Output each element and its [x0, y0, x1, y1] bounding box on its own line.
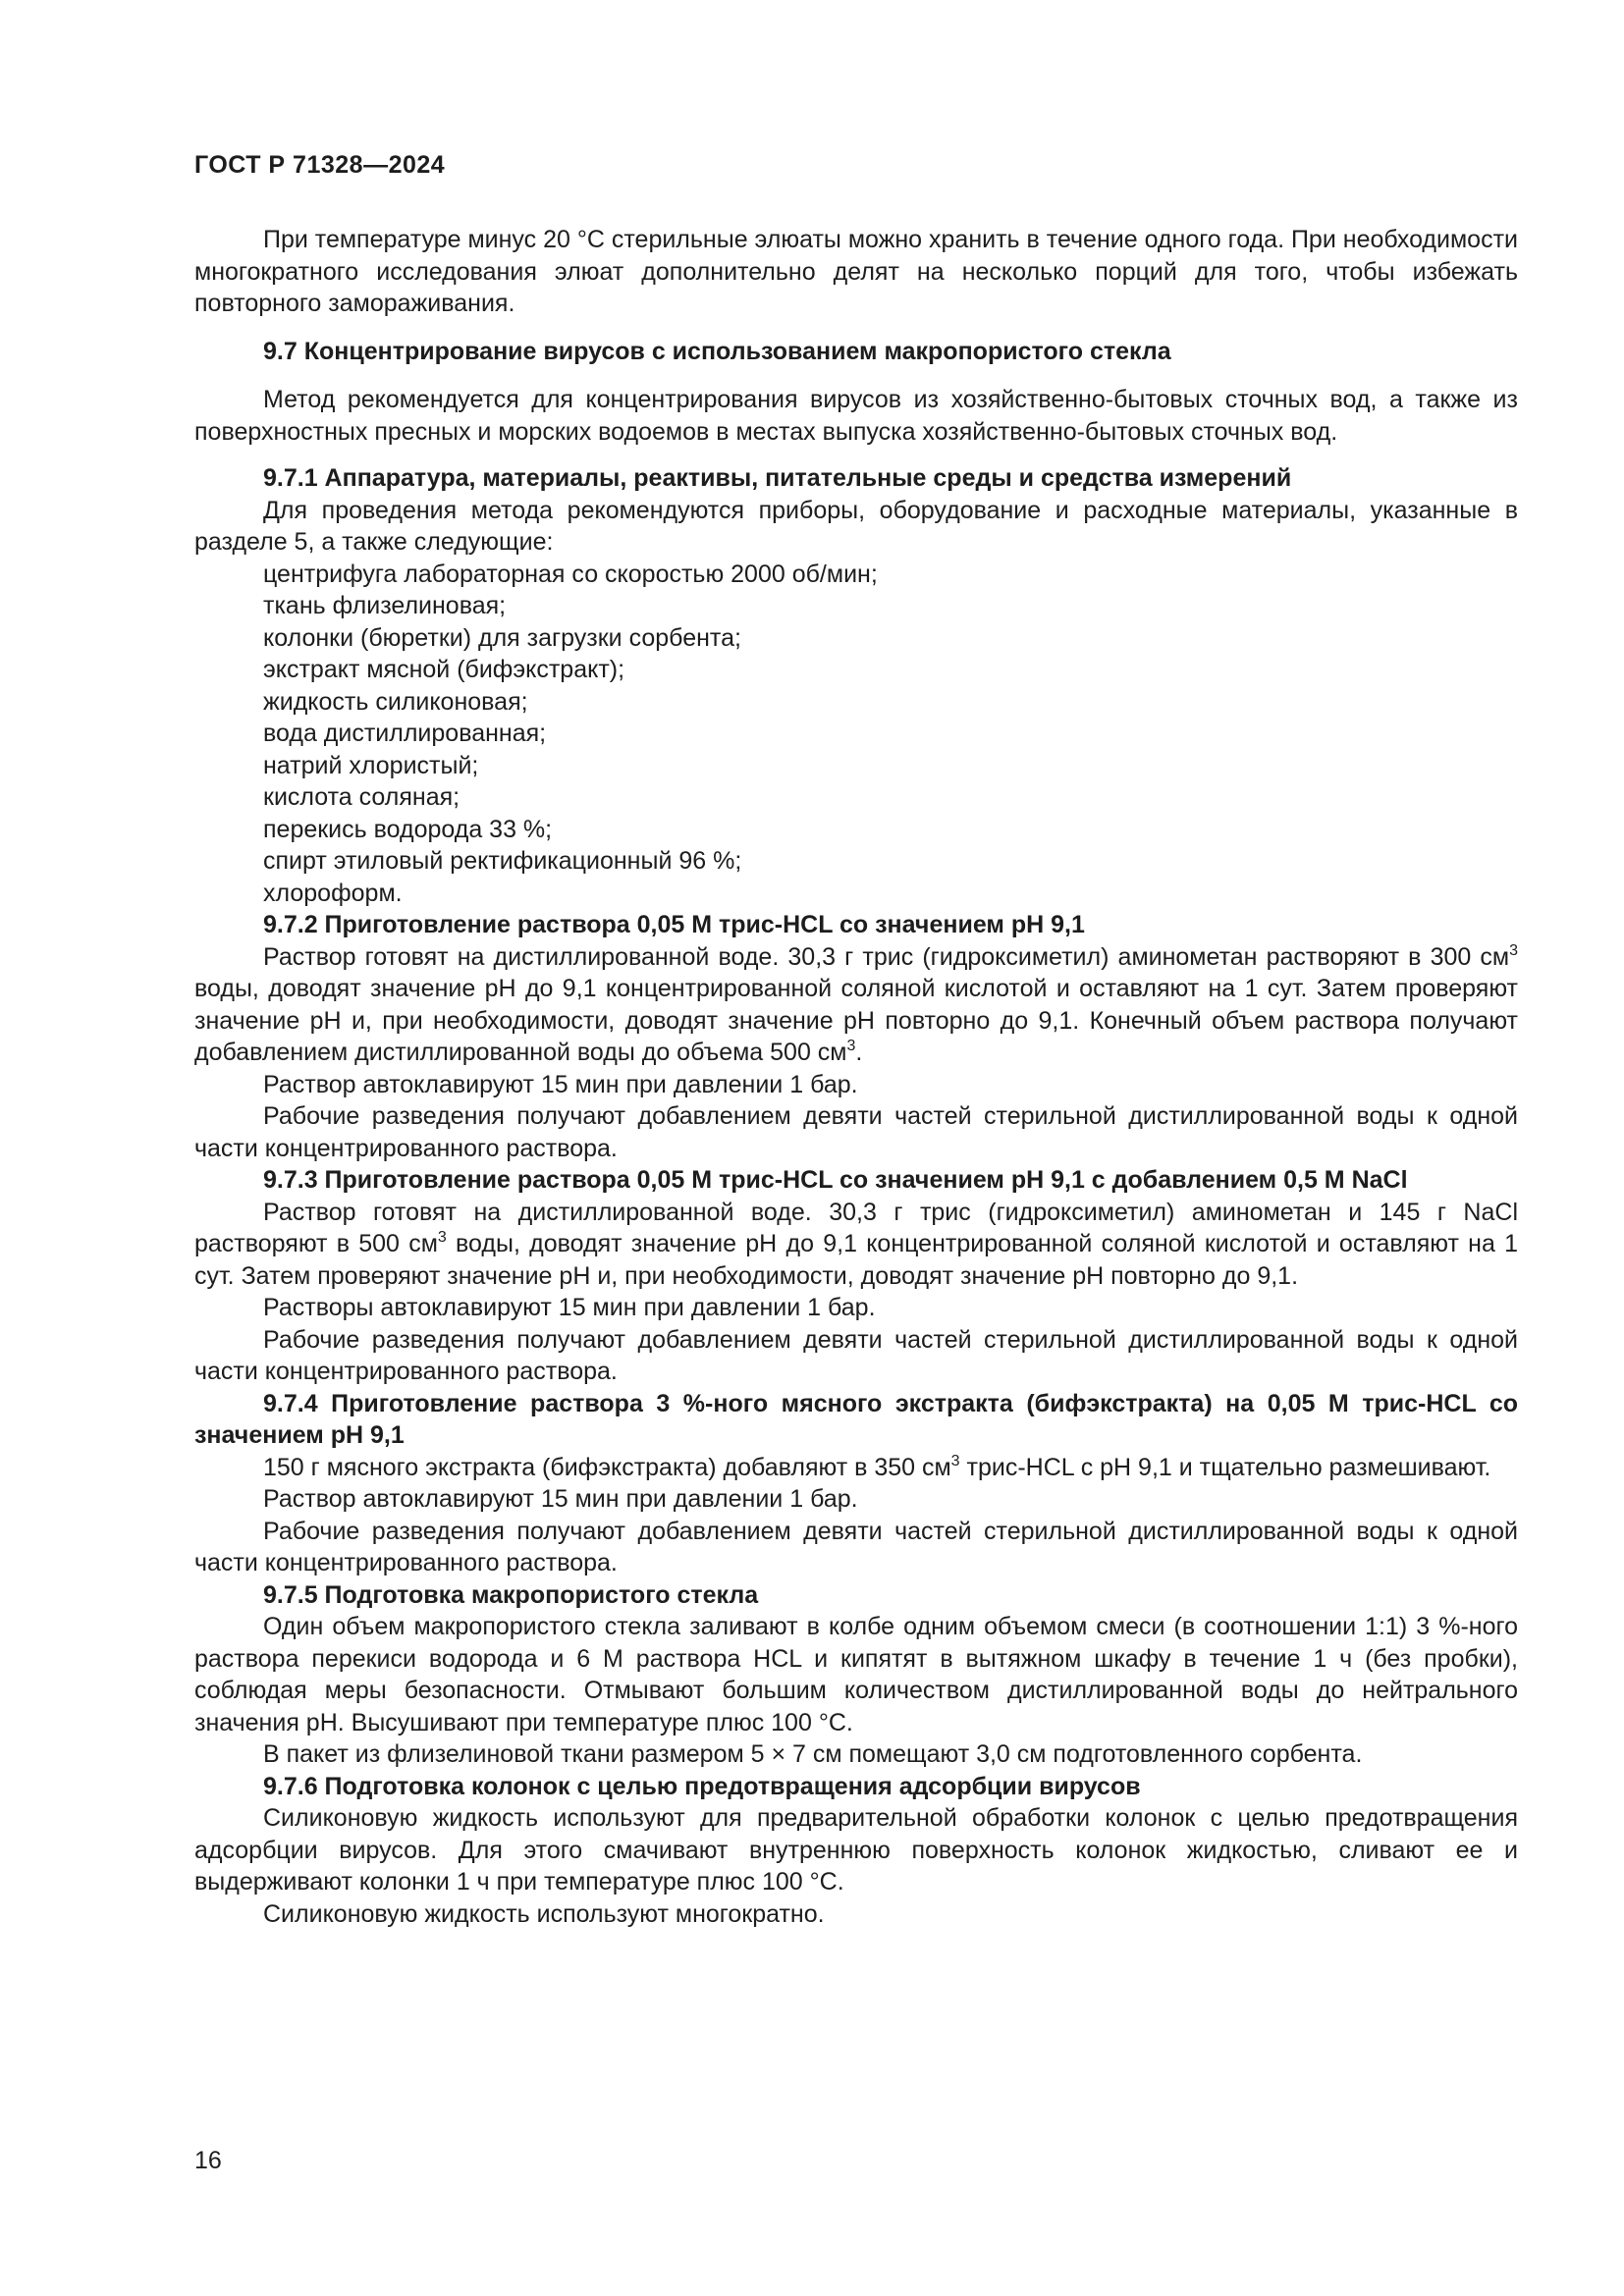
- section-heading-9-7-4: 9.7.4 Приготовление раствора 3 %-ного мясного экстракта (бифэкстракта) на 0,05 М трис-HCL со значением pH 9,1: [194, 1389, 1518, 1449]
- paragraph-9-7-2-3: Рабочие разведения получают добавлением девяти частей стерильной дистиллированной воды к одной части концентрированного раствора.: [194, 1102, 1518, 1162]
- paragraph-9-7-3-1: [194, 1197, 1518, 1293]
- text-fragment: Раствор готовят на дистиллированной воде. 30,3 г трис (гидроксиметил) аминометан растворяют в 300 см: [263, 942, 1510, 971]
- text-fragment: 150 г мясного экстракта (бифэкстракта) добавляют в 350 см: [263, 1453, 951, 1481]
- list-item: жидкость силиконовая;: [263, 687, 528, 716]
- text-fragment: воды, доводят значение pH до 9,1 концентрированной соляной кислотой и оставляют на 1 сут. Затем проверяют значение pH и, при необходимости, доводят значение pH повторно до 9,1. Конечный объем раствора получают добавлением дистиллированной воды до объема 500 см: [194, 975, 1518, 1066]
- superscript: 3: [1509, 941, 1518, 959]
- paragraph-9-7-3-3: Рабочие разведения получают добавлением девяти частей стерильной дистиллированной воды к одной части концентрированного раствора.: [194, 1325, 1518, 1385]
- list-item: экстракт мясной (бифэкстракт);: [263, 656, 625, 683]
- document-header: ГОСТ Р 71328—2024: [194, 151, 446, 179]
- paragraph-9-7-4-2: Раствор автоклавируют 15 мин при давлении 1 бар.: [263, 1485, 858, 1513]
- list-item: спирт этиловый ректификационный 96 %;: [263, 847, 742, 875]
- paragraph-storage: При температуре минус 20 °С стерильные элюаты можно хранить в течение одного года. При необходимости многократного исследования элюат дополнительно делят на несколько порций для того, чтобы избежать повторного замораживания.: [194, 226, 1518, 317]
- text-fragment: .: [855, 1039, 863, 1066]
- paragraph-9-7-4-1: [194, 1452, 1518, 1484]
- paragraph-9-7-5-1: Один объем макропористого стекла заливают в колбе одним объемом смеси (в соотношении 1:1) 3 %-ного раствора перекиси водорода и 6 М раствора HCL и кипятят в вытяжном шкафу в течение 1 ч (без пробки), соблюдая меры безопасности. Отмывают большим количеством дистиллированной воды до нейтрального значения pH. Высушивают при температуре плюс 100 °С.: [194, 1613, 1518, 1736]
- section-heading-9-7: 9.7 Концентрирование вирусов с использованием макропористого стекла: [263, 337, 1171, 365]
- paragraph-9-7-2-1: [194, 941, 1518, 1069]
- paragraph-9-7: Метод рекомендуется для концентрирования вирусов из хозяйственно-бытовых сточных вод, а также из поверхностных пресных и морских водоемов в местах выпуска хозяйственно-бытовых сточных вод.: [194, 386, 1518, 446]
- superscript: 3: [437, 1229, 447, 1246]
- list-item: центрифуга лабораторная со скоростью 2000 об/мин;: [263, 560, 878, 588]
- paragraph-9-7-3-2: Растворы автоклавируют 15 мин при давлении 1 бар.: [263, 1294, 876, 1321]
- list-item: перекись водорода 33 %;: [263, 815, 553, 843]
- paragraph-9-7-2-2: Раствор автоклавируют 15 мин при давлении 1 бар.: [263, 1070, 858, 1098]
- section-heading-9-7-2: 9.7.2 Приготовление раствора 0,05 М трис-HCL со значением pH 9,1: [263, 911, 1085, 938]
- paragraph-9-7-1-intro: Для проведения метода рекомендуются приборы, оборудование и расходные материалы, указанные в разделе 5, а также следующие:: [194, 496, 1518, 556]
- section-heading-9-7-1: 9.7.1 Аппаратура, материалы, реактивы, питательные среды и средства измерений: [263, 464, 1292, 492]
- equipment-list: [194, 559, 1518, 910]
- list-item: хлороформ.: [263, 879, 403, 907]
- text-fragment: трис-HCL с pH 9,1 и тщательно размешивают.: [959, 1453, 1491, 1481]
- superscript: 3: [846, 1038, 856, 1054]
- paragraph-9-7-6-1: Силиконовую жидкость используют для предварительной обработки колонок с целью предотвращения адсорбции вирусов. Для этого смачивают внутреннюю поверхность колонок жидкостью, сливают ее и выдерживают колонки 1 ч при температуре плюс 100 °С.: [194, 1804, 1518, 1896]
- section-heading-9-7-5: 9.7.5 Подготовка макропористого стекла: [263, 1580, 759, 1609]
- list-item: ткань флизелиновая;: [263, 592, 507, 619]
- list-item: колонки (бюретки) для загрузки сорбента;: [263, 623, 741, 652]
- paragraph-9-7-4-3: Рабочие разведения получают добавлением девяти частей стерильной дистиллированной воды к одной части концентрированного раствора.: [194, 1517, 1518, 1576]
- paragraph-9-7-5-2: В пакет из флизелиновой ткани размером 5 × 7 см помещают 3,0 см подготовленного сорбента.: [263, 1740, 1363, 1768]
- list-item: кислота соляная;: [263, 783, 460, 811]
- paragraph-9-7-6-2: Силиконовую жидкость используют многократно.: [263, 1899, 825, 1928]
- text-fragment: Раствор готовят на дистиллированной воде. 30,3 г трис (гидроксиметил) аминометан и 145 г NaCl растворяют в 500 см: [194, 1198, 1518, 1257]
- section-heading-9-7-3: 9.7.3 Приготовление раствора 0,05 М трис-HCL со значением pH 9,1 с добавлением 0,5 М NaCl: [263, 1166, 1408, 1194]
- text-fragment: воды, доводят значение pH до 9,1 концентрированной соляной кислотой и оставляют на 1 сут. Затем проверяют значение pH и, при необходимости, доводят значение pH повторно до 9,1.: [194, 1230, 1518, 1290]
- document-page: [194, 0, 1518, 2296]
- list-item: вода дистиллированная;: [263, 720, 547, 747]
- document-body: [194, 224, 1518, 1930]
- list-item: натрий хлористый;: [263, 751, 479, 779]
- section-heading-9-7-6: 9.7.6 Подготовка колонок с целью предотвращения адсорбции вирусов: [263, 1772, 1141, 1800]
- superscript: 3: [950, 1452, 960, 1469]
- page-number: 16: [194, 2147, 222, 2174]
